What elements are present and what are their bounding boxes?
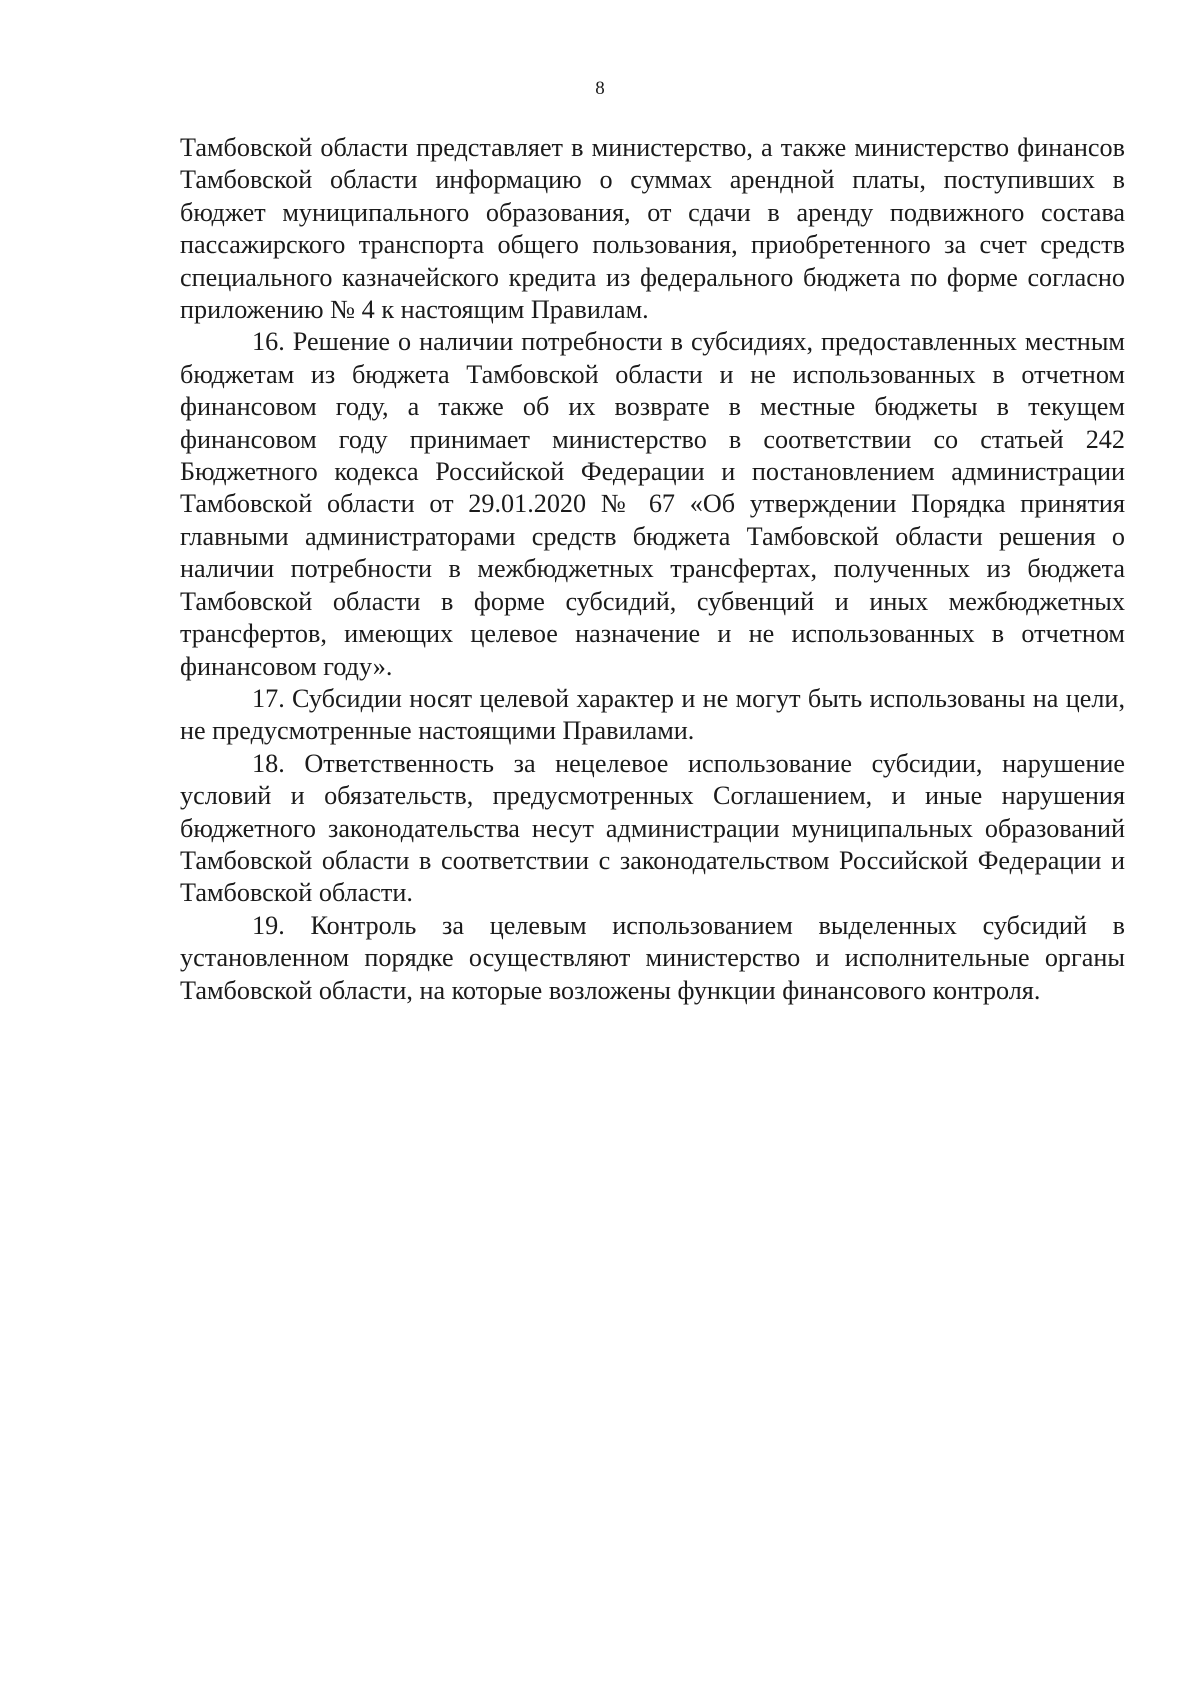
paragraph-17: 17. Субсидии носят целевой характер и не могут быть использованы на цели, не предусмотренные настоящими Правилами. [180, 683, 1125, 746]
paragraph-19: 19. Контроль за целевым использованием выделенных субсидий в установленном порядке осуществляют министерство и исполнительные органы Тамбовской области, на которые возложены функции финансового контроля. [180, 910, 1125, 1005]
document-body [180, 132, 1125, 1007]
page-number: 8 [595, 78, 605, 99]
paragraph-continuation: Тамбовской области представляет в министерство, а также министерство финансов Тамбовской области информацию о суммах арендной платы, поступивших в бюджет муниципального образования, от сдачи в аренду подвижного состава пассажирского транспорта общего пользования, приобретенного за счет средств специального казначейского кредита из федерального бюджета по форме согласно приложению № 4 к настоящим Правилам. [180, 133, 1125, 325]
paragraph-18: 18. Ответственность за нецелевое использование субсидии, нарушение условий и обязательств, предусмотренных Соглашением, и иные нарушения бюджетного законодательства несут администрации муниципальных образований Тамбовской области в соответствии с законодательством Российской Федерации и Тамбовской области. [180, 748, 1125, 908]
paragraph-16: 16. Решение о наличии потребности в субсидиях, предоставленных местным бюджетам из бюджета Тамбовской области и не использованных в отчетном финансовом году, а также об их возврате в местные бюджеты в текущем финансовом году принимает министерство в соответствии со статьей 242 Бюджетного кодекса Российской Федерации и постановлением администрации Тамбовской области от 29.01.2020 № 67 «Об утверждении Порядка принятия главными администраторами средств бюджета Тамбовской области решения о наличии потребности в межбюджетных трансфертах, полученных из бюджета Тамбовской области в форме субсидий, субвенций и иных межбюджетных трансфертов, имеющих целевое назначение и не использованных в отчетном финансовом году». [180, 327, 1125, 681]
